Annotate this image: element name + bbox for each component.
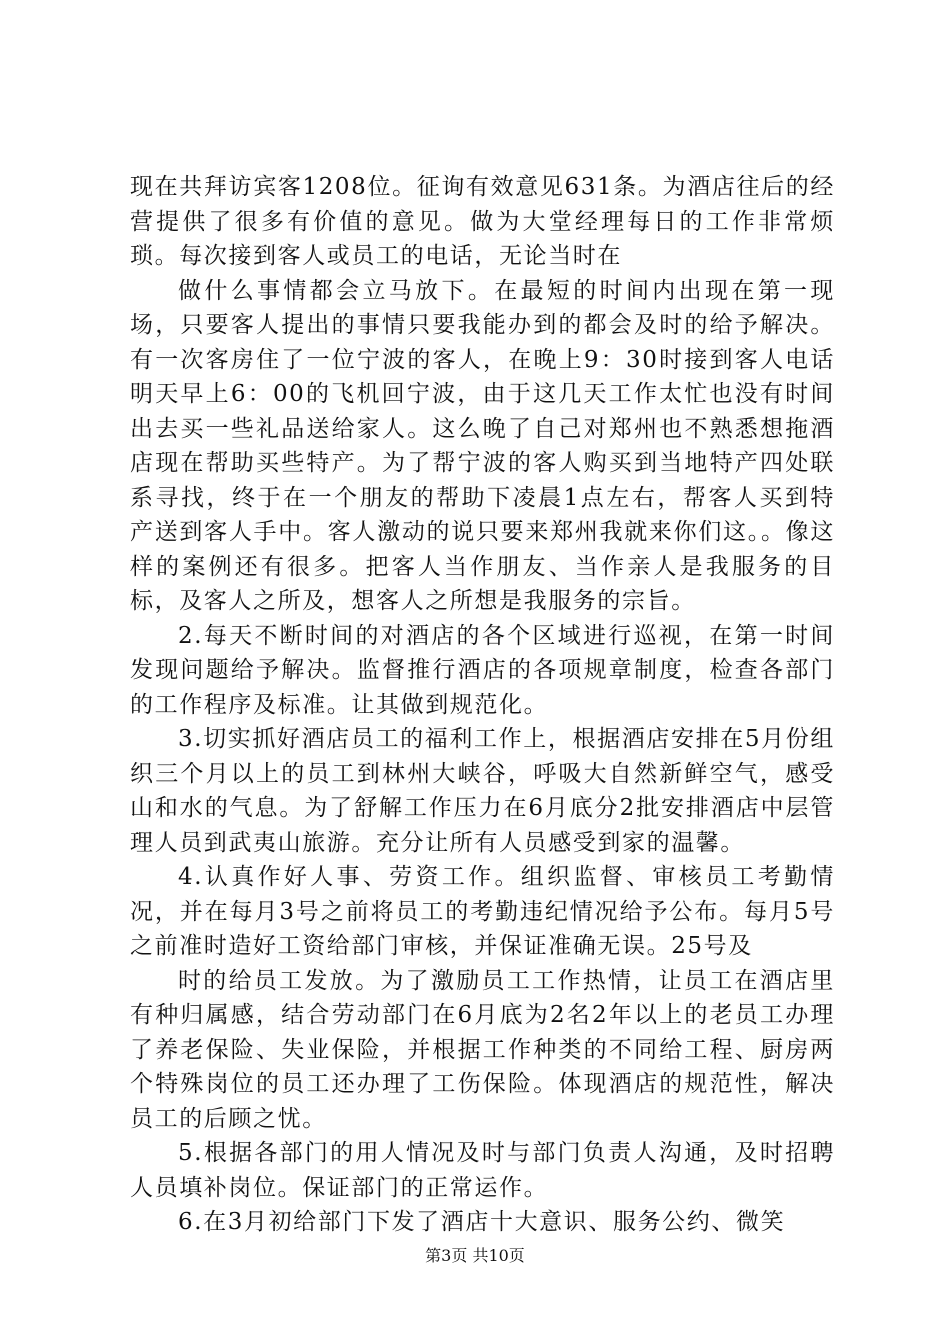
document-body (130, 170, 835, 1240)
paragraph-6: 时的给员工发放。为了激励员工工作热情，让员工在酒店里有种归属感，结合劳动部门在6月底为2名2年以上的老员工办理了养老保险、失业保险，并根据工作种类的不同给工程、厨房两个特殊岗位的员工还办理了工伤保险。体现酒店的规范性，解决员工的后顾之忧。 (130, 967, 835, 1132)
paragraph-7: 5.根据各部门的用人情况及时与部门负责人沟通，及时招聘人员填补岗位。保证部门的正常运作。 (130, 1140, 835, 1201)
paragraph-8: 6.在3月初给部门下发了酒店十大意识、服务公约、微笑 (178, 1209, 786, 1235)
paragraph-4: 3.切实抓好酒店员工的福利工作上，根据酒店安排在5月份组织三个月以上的员工到林州大峡谷，呼吸大自然新鲜空气，感受山和水的气息。为了舒解工作压力在6月底分2批安排酒店中层管理人员到武夷山旅游。充分让所有人员感受到家的温馨。 (130, 726, 835, 856)
page-footer: 第3页 共10页 (425, 1246, 525, 1265)
paragraph-1: 现在共拜访宾客1208位。征询有效意见631条。为酒店往后的经营提供了很多有价值的意见。做为大堂经理每日的工作非常烦琐。每次接到客人或员工的电话，无论当时在 (130, 174, 835, 269)
paragraph-3: 2.每天不断时间的对酒店的各个区域进行巡视，在第一时间发现问题给予解决。监督推行酒店的各项规章制度，检查各部门的工作程序及标准。让其做到规范化。 (130, 622, 835, 718)
paragraph-2: 做什么事情都会立马放下。在最短的时间内出现在第一现场，只要客人提出的事情只要我能办到的都会及时的给予解决。有一次客房住了一位宁波的客人，在晚上9：30时接到客人电话明天早上6：00的飞机回宁波，由于这几天工作太忙也没有时间出去买一些礼品送给家人。这么晚了自己对郑州也不熟悉想拖酒店现在帮助买些特产。为了帮宁波的客人购买到当地特产四处联系寻找，终于在一个朋友的帮助下凌晨1点左右，帮客人买到特产送到客人手中。客人激动的说只要来郑州我就来你们这。。像这样的案例还有很多。把客人当作朋友、当作亲人是我服务的目标，及客人之所及，想客人之所想是我服务的宗旨。 (130, 277, 835, 614)
paragraph-5: 4.认真作好人事、劳资工作。组织监督、审核员工考勤情况，并在每月3号之前将员工的考勤违纪情况给予公布。每月5号之前准时造好工资给部门审核，并保证准确无误。25号及 (130, 864, 835, 959)
